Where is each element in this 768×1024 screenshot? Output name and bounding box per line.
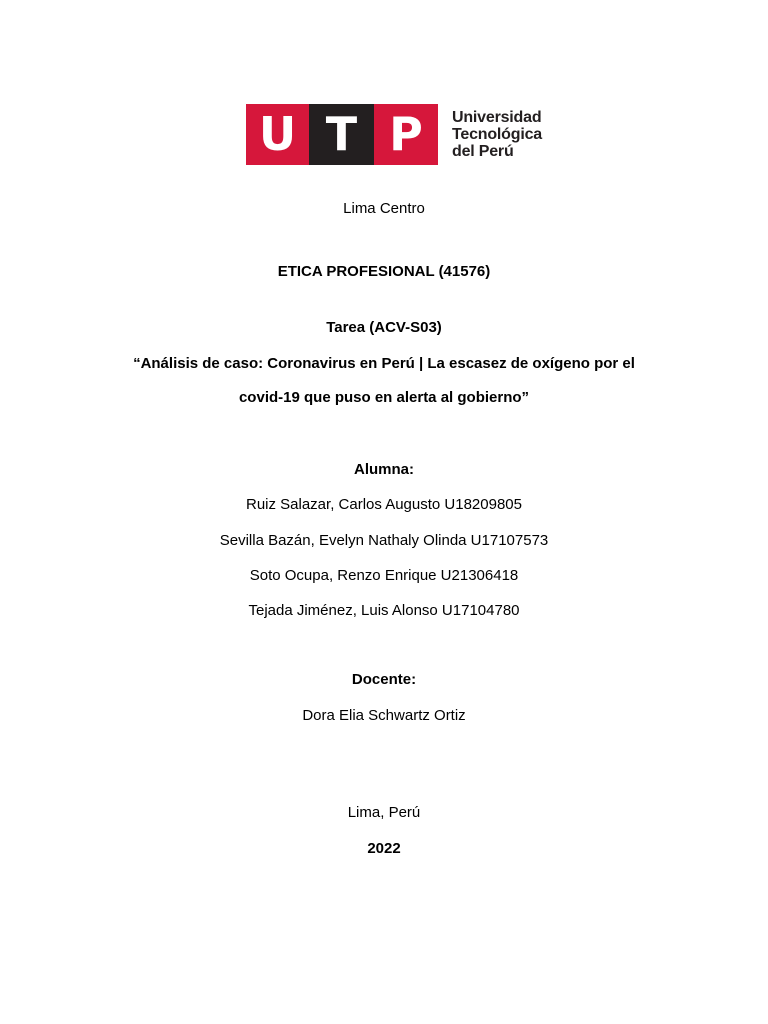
logo-name-line-3: del Perú — [452, 143, 514, 160]
logo-letter-t: T — [309, 104, 374, 165]
student-name: Ruiz Salazar, Carlos Augusto U18209805 — [245, 496, 522, 513]
course-title: ETICA PROFESIONAL (41576) — [277, 263, 491, 280]
assignment-title: Tarea (ACV-S03) — [326, 319, 442, 336]
case-title-line-1: “Análisis de caso: Coronavirus en Perú | La escasez de oxígeno por el — [133, 355, 635, 372]
student-name: Sevilla Bazán, Evelyn Nathaly Olinda U17107573 — [219, 532, 549, 549]
logo-letter-p: P — [374, 104, 438, 165]
logo-university-name — [452, 109, 542, 160]
logo-letter-u: U — [246, 104, 309, 165]
students-heading: Alumna: — [354, 461, 414, 478]
case-title-line-2: covid-19 que puso en alerta al gobierno” — [238, 389, 530, 406]
campus-text: Lima Centro — [343, 200, 425, 217]
teacher-heading: Docente: — [351, 671, 417, 688]
student-name: Soto Ocupa, Renzo Enrique U21306418 — [249, 567, 519, 584]
year-text: 2022 — [367, 840, 401, 857]
place-text: Lima, Perú — [347, 804, 421, 821]
student-name: Tejada Jiménez, Luis Alonso U17104780 — [248, 602, 520, 619]
logo-name-line-1: Universidad — [452, 109, 542, 126]
teacher-name: Dora Elia Schwartz Ortiz — [302, 707, 466, 724]
logo-name-line-2: Tecnológica — [452, 126, 542, 143]
utp-logo — [246, 104, 542, 165]
